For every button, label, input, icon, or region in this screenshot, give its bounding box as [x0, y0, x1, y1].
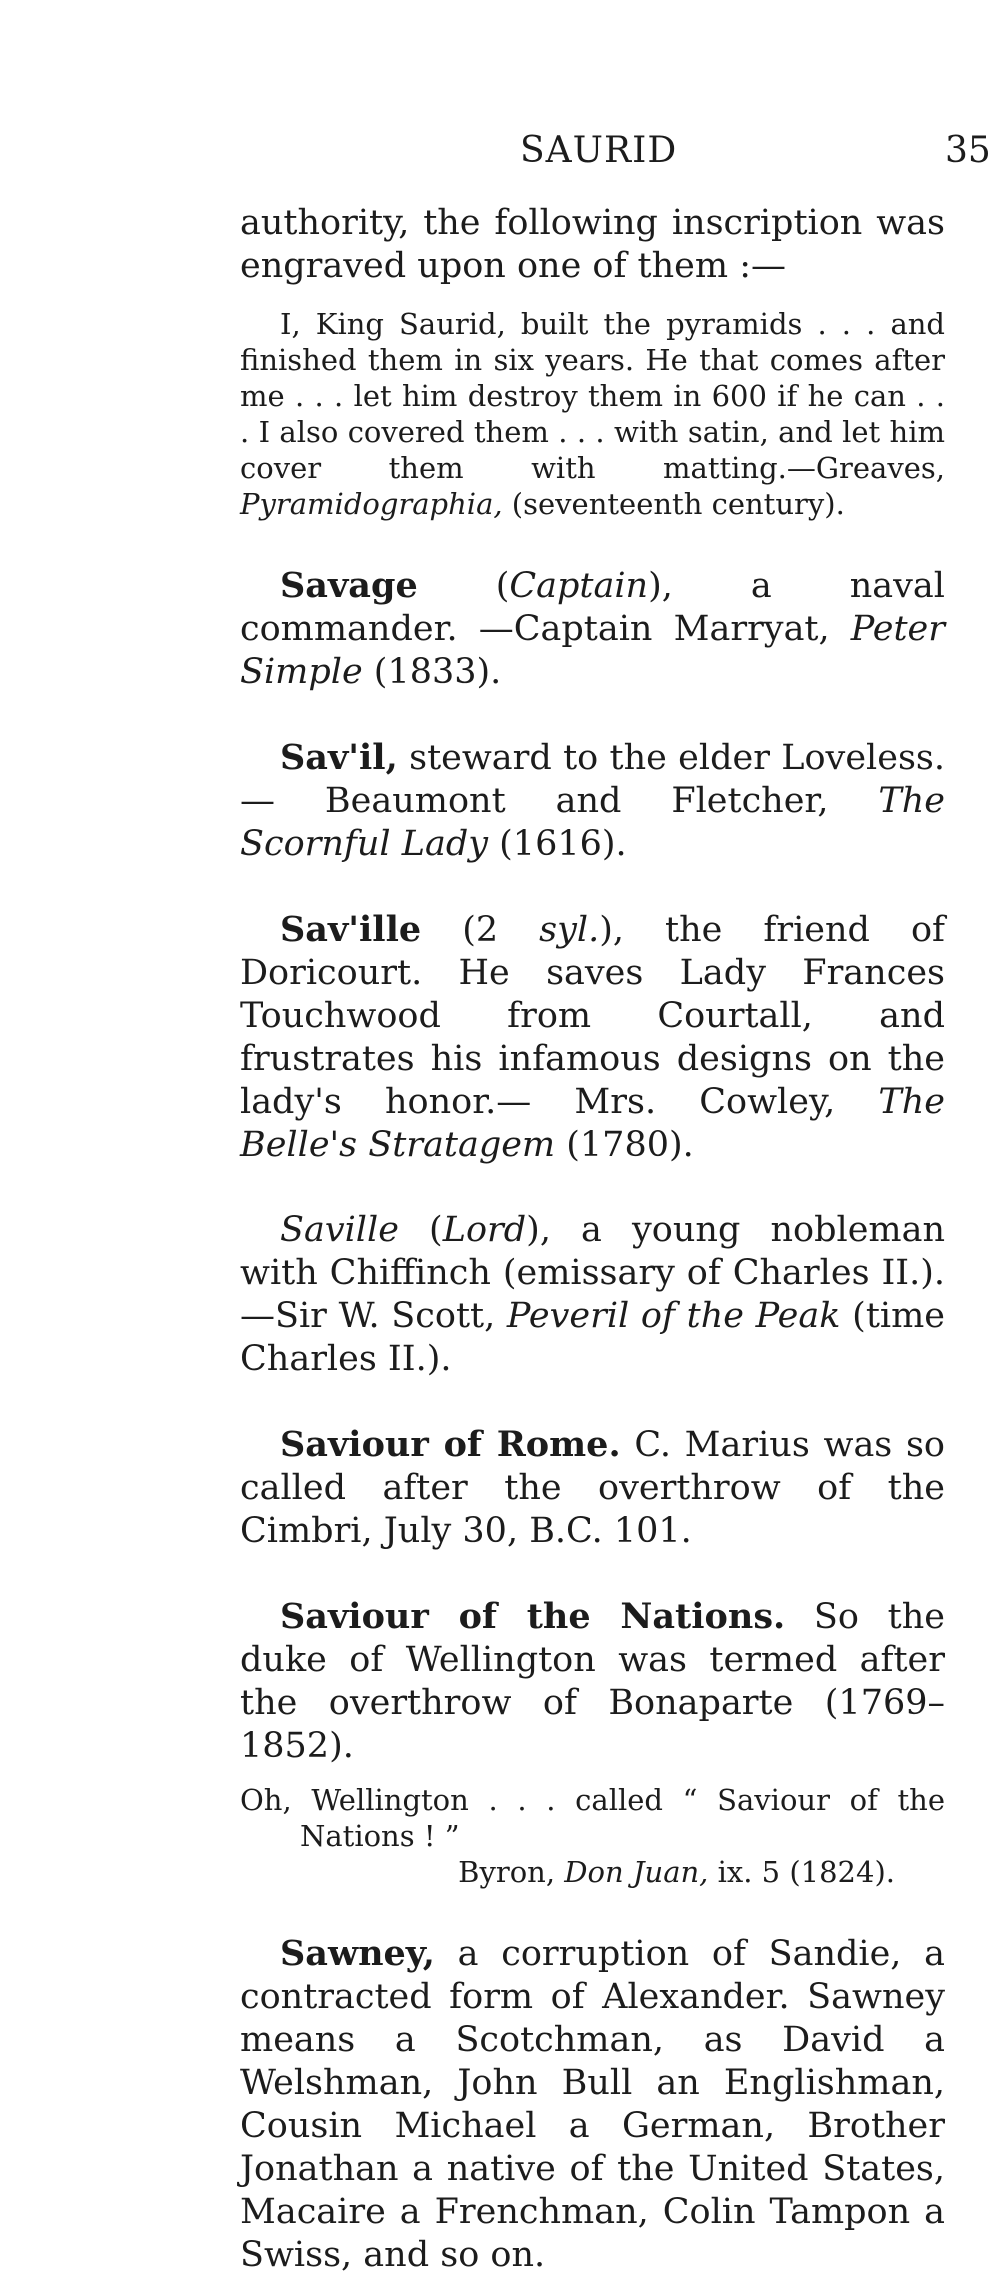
- headword: Sawney,: [280, 1933, 435, 1974]
- headword: Saviour of Rome.: [280, 1424, 621, 1465]
- quote-citation: Byron, Don Juan, ix. 5 (1824).: [458, 1855, 895, 1889]
- entry-sawney: Sawney, a corruption of Sandie, a contracted form of Alexander. Sawney means a Scotchman, as David a Welshman, John Bull an Englishman, Cousin Michael a German, Brother Jonathan a native of the United States, Macaire a Frenchman, Colin Tampon a Swiss, and so on.: [240, 1933, 945, 2275]
- page-body: [240, 202, 945, 2277]
- block-quote: I, King Saurid, built the pyramids . . . and finished them in six years. He that comes after me . . . let him destroy them in 600 if he can . . . I also covered them . . . with satin, and let him cover them with matting.—Greaves, Pyramidographia, (seventeenth century).: [240, 307, 945, 521]
- entry-savage: Savage (Captain), a naval commander. —Captain Marryat, Peter Simple (1833).: [240, 565, 945, 692]
- entry-saville-lord: Saville (Lord), a young nobleman with Chiffinch (emissary of Charles II.).—Sir W. Scott, Peveril of the Peak (time Charles II.).: [240, 1210, 945, 1379]
- entry-saville-syl: Sav'ille (2 syl.), the friend of Doricourt. He saves Lady Frances Touchwood from Courtall, and frustrates his infamous designs on the lady's honor.— Mrs. Cowley, The Belle's Stratagem (1780).: [240, 909, 945, 1165]
- headword: Sav'ille: [280, 909, 422, 950]
- headword: Saviour of the Nations.: [280, 1596, 786, 1637]
- entry-continuation: authority, the following inscription was engraved upon one of them :—: [240, 203, 945, 286]
- entry-savil: Sav'il, steward to the elder Loveless.— Beaumont and Fletcher, The Scornful Lady (1616).: [240, 737, 945, 864]
- headword: Sav'il,: [280, 737, 398, 778]
- entry-saviour-of-the-nations: Saviour of the Nations. So the duke of Wellington was termed after the overthrow of Bonaparte (1769–1852).: [240, 1596, 945, 1766]
- running-head: SAURID: [520, 130, 678, 171]
- page-number: 35: [945, 130, 991, 171]
- entry-saviour-of-rome: Saviour of Rome. C. Marius was so called after the overthrow of the Cimbri, July 30, B.C. 101.: [240, 1424, 945, 1551]
- headword: Savage: [280, 565, 418, 606]
- page-header: [0, 130, 1000, 180]
- block-quote: Oh, Wellington . . . called “ Saviour of the Nations ! ”: [240, 1783, 945, 1853]
- headword: Saville: [280, 1210, 399, 1250]
